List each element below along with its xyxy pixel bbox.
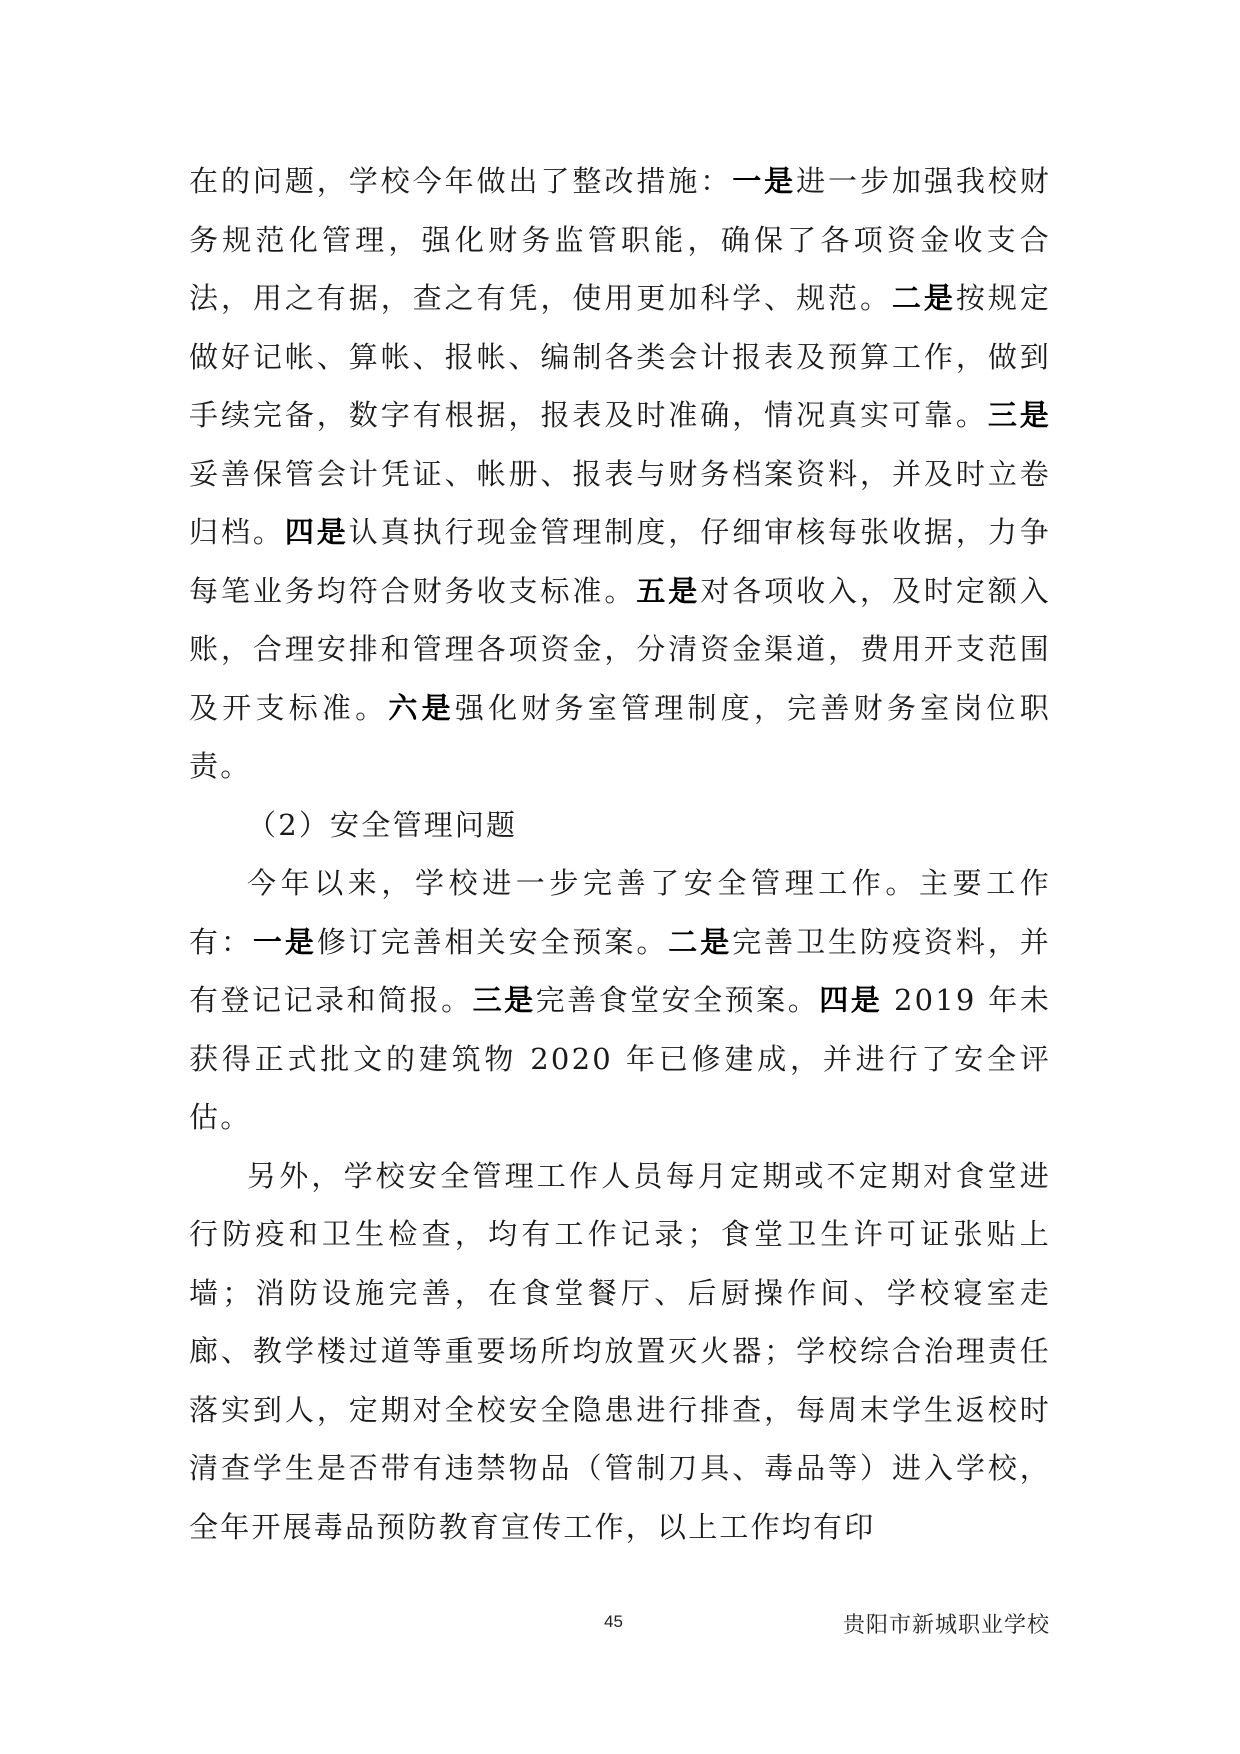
text-segment: 强化财务室管理制度，完善财务室岗位职责。 — [189, 690, 1051, 783]
text-segment: 修订完善相关安全预案。 — [316, 924, 669, 959]
document-body — [189, 152, 1051, 1556]
text-segment: 今年以来，学校进一步完善了安全管理工作。主要工作有： — [189, 866, 1051, 959]
keyword-third: 三是 — [987, 398, 1051, 432]
keyword-second: 二是 — [891, 281, 956, 315]
keyword-second: 二是 — [668, 924, 733, 959]
text-segment: 完善食堂安全预案。 — [535, 983, 820, 1017]
keyword-third: 三是 — [472, 983, 536, 1017]
text-segment: 妥善保管会计凭证、帐册、报表与财务档案资料，并及时立卷归档。 — [189, 456, 1051, 549]
footer-school-name: 贵阳市新城职业学校 — [842, 1613, 1050, 1638]
keyword-sixth: 六是 — [388, 690, 455, 725]
keyword-first: 一是 — [252, 924, 317, 959]
text-segment: 进一步加强我校财务规范化管理，强化财务监管职能，确保了各项资金收支合法，用之有据，查之有凭，使用更加科学、规范。 — [189, 164, 1051, 315]
text-segment: 按规定做好记帐、算帐、报帐、编制各类会计报表及预算工作，做到手续完备，数字有根据，报表及时准确，情况真实可靠。 — [189, 281, 1051, 432]
paragraph-safety-inspection: 另外，学校安全管理工作人员每月定期或不定期对食堂进行防疫和卫生检查，均有工作记录；食堂卫生许可证张贴上墙；消防设施完善，在食堂餐厅、后厨操作间、学校寝室走廊、教学楼过道等重要场所均放置灭火器；学校综合治理责任落实到人，定期对全校安全隐患进行排查，每周末学生返校时清查学生是否带有违禁物品（管制刀具、毒品等）进入学校，全年开展毒品预防教育宣传工作，以上工作均有印 — [189, 1158, 1051, 1544]
keyword-fifth: 五是 — [636, 573, 701, 608]
keyword-first: 一是 — [732, 164, 797, 198]
paragraph-financial-measures — [189, 152, 1051, 796]
text-segment: 完善卫生防疫资料，并有登记记录和简报。 — [189, 924, 1051, 1017]
keyword-fourth: 四是 — [819, 983, 883, 1017]
paragraph-safety-work — [189, 854, 1051, 1147]
text-segment: 认真执行现金管理制度，仔细审核每张收据，力争每笔业务均符合财务收支标准。 — [189, 515, 1051, 608]
keyword-fourth: 四是 — [284, 515, 349, 549]
section-heading-safety: （2）安全管理问题 — [247, 807, 518, 842]
text-segment: 对各项收入，及时定额入账，合理安排和管理各项资金，分清资金渠道，费用开支范围及开支标准。 — [189, 573, 1051, 725]
text-segment: 2019 年未获得正式批文的建筑物 2020 年已修建成，并进行了安全评估。 — [189, 983, 1052, 1134]
page-number: 45 — [604, 1612, 623, 1631]
text-segment: 在的问题，学校今年做出了整改措施： — [189, 164, 733, 198]
